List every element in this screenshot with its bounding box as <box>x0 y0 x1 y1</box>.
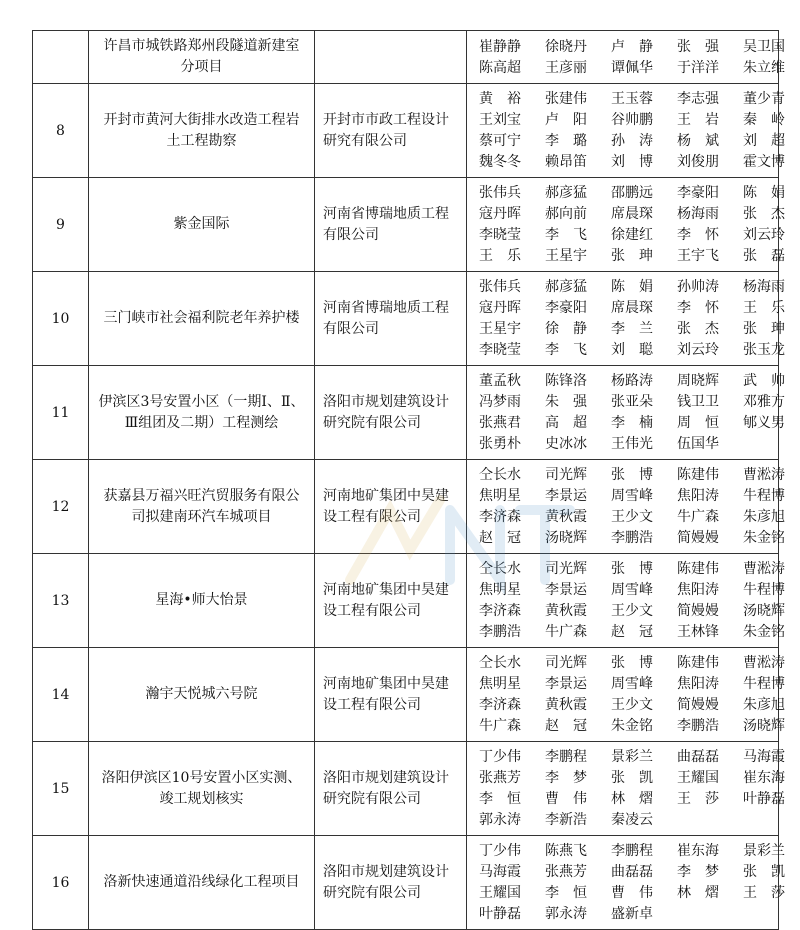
participant-name: 郇义男 <box>743 415 785 431</box>
participant-name: 张 凯 <box>611 770 653 786</box>
participant-name: 李 飞 <box>545 342 587 358</box>
participant-name: 李新浩 <box>545 812 587 828</box>
participant-name: 张勇朴 <box>479 436 521 452</box>
participant-name: 赵 冠 <box>611 624 653 640</box>
project-name: 星海•师大怡景 <box>89 554 315 648</box>
participant-name: 简嫚嫚 <box>677 530 719 546</box>
participant-name: 牛程博 <box>743 582 785 598</box>
participant-name: 李晓莹 <box>479 227 521 243</box>
participant-name: 卢 阳 <box>545 112 587 128</box>
participant-name: 李 怀 <box>677 300 719 316</box>
participant-name: 焦明星 <box>479 582 521 598</box>
participant-name: 王 岩 <box>677 112 719 128</box>
participants-cell <box>467 31 785 84</box>
participant-name: 崔东海 <box>677 843 719 859</box>
participant-name: 叶静磊 <box>479 906 521 922</box>
participant-name: 张 博 <box>611 655 653 671</box>
award-table-body <box>33 31 785 930</box>
participant-name: 陈高超 <box>479 59 521 76</box>
participant-name: 周 恒 <box>677 415 719 431</box>
participant-name: 杨海雨 <box>677 206 719 222</box>
participant-name: 仝长水 <box>479 561 521 577</box>
participant-name: 周雪峰 <box>611 582 653 598</box>
row-number: 9 <box>33 178 89 272</box>
participants-grid <box>479 277 785 361</box>
participant-name: 李豪阳 <box>677 185 719 201</box>
participant-name: 李 梦 <box>545 770 587 786</box>
participant-name: 王 乐 <box>479 248 521 264</box>
participant-name: 王林锋 <box>677 624 719 640</box>
participant-name: 张 强 <box>677 38 719 55</box>
table-row <box>33 742 779 836</box>
participant-name: 王彦丽 <box>545 59 587 76</box>
completing-unit: 洛阳市规划建筑设计研究院有限公司 <box>315 836 467 930</box>
participant-name: 邓雅方 <box>743 394 785 410</box>
participant-name: 周晓辉 <box>677 373 719 389</box>
participant-name: 陈 娟 <box>743 185 785 201</box>
participant-name: 牛程博 <box>743 488 785 504</box>
participant-name: 李鹏浩 <box>677 718 719 734</box>
participant-name: 林 熠 <box>611 791 653 807</box>
completing-unit: 河南地矿集团中昊建设工程有限公司 <box>315 554 467 648</box>
participant-name: 王耀国 <box>479 885 521 901</box>
participants-grid <box>479 653 785 737</box>
participant-name: 李 恒 <box>545 885 587 901</box>
participant-name: 崔静静 <box>479 38 521 55</box>
participant-name: 朱金铭 <box>611 718 653 734</box>
project-name: 洛新快速通道沿线绿化工程项目 <box>89 836 315 930</box>
participant-name: 司光辉 <box>545 561 587 577</box>
participant-name: 赖昂笛 <box>545 154 587 170</box>
participant-name: 张燕君 <box>479 415 521 431</box>
participant-name: 李豪阳 <box>545 300 587 316</box>
completing-unit: 开封市市政工程设计研究有限公司 <box>315 84 467 178</box>
participant-name: 仝长水 <box>479 467 521 483</box>
project-name: 伊滨区3号安置小区（一期Ⅰ、Ⅱ、Ⅲ组团及二期）工程测绘 <box>89 366 315 460</box>
participant-name: 曹 伟 <box>611 885 653 901</box>
participant-name: 李 梦 <box>677 864 719 880</box>
table-row <box>33 84 779 178</box>
participant-name: 郝彦猛 <box>545 185 587 201</box>
participant-name: 汤晓辉 <box>743 718 785 734</box>
project-name: 瀚宇天悦城六号院 <box>89 648 315 742</box>
row-number: 10 <box>33 272 89 366</box>
participant-name: 张燕芳 <box>545 864 587 880</box>
participant-name: 席晨琛 <box>611 206 653 222</box>
participant-name: 郭永涛 <box>479 812 521 828</box>
participant-name: 张 磊 <box>743 248 785 264</box>
participant-name: 丁少伟 <box>479 843 521 859</box>
participant-name: 孙 涛 <box>611 133 653 149</box>
participant-name: 徐建红 <box>611 227 653 243</box>
participant-name: 曹 伟 <box>545 791 587 807</box>
participant-name: 李济森 <box>479 697 521 713</box>
participant-name: 李景运 <box>545 488 587 504</box>
participant-name: 张 珅 <box>743 321 785 337</box>
completing-unit: 河南地矿集团中昊建设工程有限公司 <box>315 460 467 554</box>
participant-name: 王玉蓉 <box>611 91 653 107</box>
participant-name: 张 凯 <box>743 864 785 880</box>
project-name: 获嘉县万福兴旺汽贸服务有限公司拟建南环汽车城项目 <box>89 460 315 554</box>
project-name: 紫金国际 <box>89 178 315 272</box>
participant-name: 李 飞 <box>545 227 587 243</box>
participant-name: 郭永涛 <box>545 906 587 922</box>
participant-name: 仝长水 <box>479 655 521 671</box>
award-table <box>32 30 785 930</box>
participant-name: 李济森 <box>479 509 521 525</box>
participants-grid <box>479 465 785 549</box>
participant-name: 简嫚嫚 <box>677 603 719 619</box>
participant-name: 朱 强 <box>545 394 587 410</box>
participant-name: 王耀国 <box>677 770 719 786</box>
completing-unit: 河南省博瑞地质工程有限公司 <box>315 272 467 366</box>
participant-name: 周雪峰 <box>611 488 653 504</box>
participant-name: 于洋洋 <box>677 59 719 76</box>
participant-name: 王少文 <box>611 603 653 619</box>
participant-name: 牛广森 <box>677 509 719 525</box>
participant-name: 李 兰 <box>611 321 653 337</box>
participants-grid <box>479 559 785 643</box>
participant-name: 张 博 <box>611 467 653 483</box>
row-number <box>33 31 89 84</box>
participant-name: 牛广森 <box>545 624 587 640</box>
participant-name: 李景运 <box>545 676 587 692</box>
participant-name: 张伟兵 <box>479 185 521 201</box>
participants-cell <box>467 84 785 178</box>
participant-name: 曲磊磊 <box>677 749 719 765</box>
participant-name: 马海霞 <box>479 864 521 880</box>
completing-unit: 洛阳市规划建筑设计研究院有限公司 <box>315 742 467 836</box>
participant-name: 郝向前 <box>545 206 587 222</box>
participant-name: 曹淞涛 <box>743 655 785 671</box>
participant-name: 武 帅 <box>743 373 785 389</box>
row-number: 16 <box>33 836 89 930</box>
table-row <box>33 554 779 648</box>
participant-name: 李鹏浩 <box>611 530 653 546</box>
participant-name: 牛程博 <box>743 676 785 692</box>
participants-cell <box>467 742 785 836</box>
participant-name: 刘 博 <box>611 154 653 170</box>
participant-name: 张伟兵 <box>479 279 521 295</box>
row-number: 15 <box>33 742 89 836</box>
participant-name: 丁少伟 <box>479 749 521 765</box>
project-name: 许昌市城铁路郑州段隧道新建室分项目 <box>89 31 315 84</box>
participant-name: 张亚朵 <box>611 394 653 410</box>
participant-name: 景彩兰 <box>611 749 653 765</box>
row-number: 13 <box>33 554 89 648</box>
participant-name: 王少文 <box>611 697 653 713</box>
participants-grid <box>479 747 785 831</box>
participant-name: 刘俊朋 <box>677 154 719 170</box>
participant-name: 焦阳涛 <box>677 488 719 504</box>
participant-name: 李 璐 <box>545 133 587 149</box>
participant-name: 霍文博 <box>743 154 785 170</box>
participant-name: 杨 斌 <box>677 133 719 149</box>
participant-name: 马海霞 <box>743 749 785 765</box>
participant-name: 王 莎 <box>677 791 719 807</box>
participant-name: 董孟秋 <box>479 373 521 389</box>
participant-name: 曹淞涛 <box>743 561 785 577</box>
row-number: 14 <box>33 648 89 742</box>
participant-name: 朱金铭 <box>743 530 785 546</box>
participants-cell <box>467 836 785 930</box>
participant-name: 崔东海 <box>743 770 785 786</box>
participant-name: 蔡可宁 <box>479 133 521 149</box>
participant-name: 李晓莹 <box>479 342 521 358</box>
row-number: 12 <box>33 460 89 554</box>
participant-name: 张建伟 <box>545 91 587 107</box>
participant-name: 叶静磊 <box>743 791 785 807</box>
participants-cell <box>467 648 785 742</box>
participant-name: 陈建伟 <box>677 561 719 577</box>
table-row <box>33 31 779 84</box>
participant-name: 赵 冠 <box>479 530 521 546</box>
participant-name: 杨海雨 <box>743 279 785 295</box>
participants-cell <box>467 178 785 272</box>
participant-name: 陈燕飞 <box>545 843 587 859</box>
participant-name: 李鹏程 <box>611 843 653 859</box>
participant-name: 张 杰 <box>677 321 719 337</box>
participant-name: 汤晓辉 <box>545 530 587 546</box>
participant-name: 张玉龙 <box>743 342 785 358</box>
participant-name: 黄秋霞 <box>545 697 587 713</box>
participant-name: 汤晓辉 <box>743 603 785 619</box>
participant-name: 焦阳涛 <box>677 676 719 692</box>
participant-name: 曹淞涛 <box>743 467 785 483</box>
participant-name: 黄秋霞 <box>545 509 587 525</box>
participant-name: 李 恒 <box>479 791 521 807</box>
row-number: 8 <box>33 84 89 178</box>
participant-name: 邵鹏远 <box>611 185 653 201</box>
participant-name: 王 乐 <box>743 300 785 316</box>
participant-name: 钱卫卫 <box>677 394 719 410</box>
table-row <box>33 460 779 554</box>
participant-name: 卢 静 <box>611 38 653 55</box>
participant-name: 董少青 <box>743 91 785 107</box>
participants-grid <box>479 371 785 455</box>
participants-grid <box>479 841 785 925</box>
participant-name: 简嫚嫚 <box>677 697 719 713</box>
participant-name: 李鹏程 <box>545 749 587 765</box>
participant-name: 徐晓丹 <box>545 38 587 55</box>
participant-name: 冯梦雨 <box>479 394 521 410</box>
participant-name: 郝彦猛 <box>545 279 587 295</box>
participant-name: 张燕芳 <box>479 770 521 786</box>
completing-unit: 洛阳市规划建筑设计研究院有限公司 <box>315 366 467 460</box>
completing-unit: 河南省博瑞地质工程有限公司 <box>315 178 467 272</box>
participant-name: 王宇飞 <box>677 248 719 264</box>
participant-name: 席晨琛 <box>611 300 653 316</box>
row-number: 11 <box>33 366 89 460</box>
participant-name: 李景运 <box>545 582 587 598</box>
participant-name: 刘 聪 <box>611 342 653 358</box>
participants-cell <box>467 272 785 366</box>
participant-name: 周雪峰 <box>611 676 653 692</box>
participant-name: 朱金铭 <box>743 624 785 640</box>
participant-name: 刘 超 <box>743 133 785 149</box>
participant-name: 黄 裕 <box>479 91 521 107</box>
participant-name: 张 杰 <box>743 206 785 222</box>
participant-name: 张 珅 <box>611 248 653 264</box>
participant-name: 林 熠 <box>677 885 719 901</box>
participant-name: 焦阳涛 <box>677 582 719 598</box>
participant-name: 王少文 <box>611 509 653 525</box>
participant-name: 曲磊磊 <box>611 864 653 880</box>
participant-name: 李鹏浩 <box>479 624 521 640</box>
project-name: 开封市黄河大街排水改造工程岩土工程勘察 <box>89 84 315 178</box>
participants-grid <box>479 37 785 79</box>
participant-name: 李 楠 <box>611 415 653 431</box>
participants-cell <box>467 460 785 554</box>
participant-name: 朱彦旭 <box>743 509 785 525</box>
participant-name: 赵 冠 <box>545 718 587 734</box>
participant-name: 王伟光 <box>611 436 653 452</box>
participant-name: 孙帅涛 <box>677 279 719 295</box>
participant-name: 牛广森 <box>479 718 521 734</box>
participant-name: 陈建伟 <box>677 467 719 483</box>
participant-name: 朱立维 <box>743 59 785 76</box>
participant-name: 焦明星 <box>479 676 521 692</box>
participant-name: 陈锋洛 <box>545 373 587 389</box>
participant-name: 黄秋霞 <box>545 603 587 619</box>
participant-name: 司光辉 <box>545 467 587 483</box>
participant-name: 吴卫国 <box>743 38 785 55</box>
participant-name: 焦明星 <box>479 488 521 504</box>
participant-name: 寇丹晖 <box>479 300 521 316</box>
participant-name: 高 超 <box>545 415 587 431</box>
project-name: 洛阳伊滨区10号安置小区实测、竣工规划核实 <box>89 742 315 836</box>
completing-unit <box>315 31 467 84</box>
participant-name: 刘云玲 <box>743 227 785 243</box>
participant-name: 谭佩华 <box>611 59 653 76</box>
table-row <box>33 178 779 272</box>
participant-name: 司光辉 <box>545 655 587 671</box>
participant-name: 李 怀 <box>677 227 719 243</box>
completing-unit: 河南地矿集团中昊建设工程有限公司 <box>315 648 467 742</box>
participant-name: 刘云玲 <box>677 342 719 358</box>
participant-name: 陈 娟 <box>611 279 653 295</box>
participant-name: 陈建伟 <box>677 655 719 671</box>
table-row <box>33 272 779 366</box>
participant-name: 张 博 <box>611 561 653 577</box>
participant-name: 秦 岭 <box>743 112 785 128</box>
participant-name: 伍国华 <box>677 436 719 452</box>
table-row <box>33 836 779 930</box>
participant-name: 朱彦旭 <box>743 697 785 713</box>
participant-name: 杨路涛 <box>611 373 653 389</box>
participant-name: 李济森 <box>479 603 521 619</box>
participant-name: 李志强 <box>677 91 719 107</box>
participant-name: 王 莎 <box>743 885 785 901</box>
participant-name: 史冰冰 <box>545 436 587 452</box>
participant-name: 魏冬冬 <box>479 154 521 170</box>
project-name: 三门峡市社会福利院老年养护楼 <box>89 272 315 366</box>
participants-grid <box>479 89 785 173</box>
participant-name: 王刘宝 <box>479 112 521 128</box>
participant-name: 秦凌云 <box>611 812 653 828</box>
participants-cell <box>467 554 785 648</box>
table-row <box>33 366 779 460</box>
participant-name: 王星宇 <box>545 248 587 264</box>
table-row <box>33 648 779 742</box>
participant-name: 谷帅鹏 <box>611 112 653 128</box>
participants-cell <box>467 366 785 460</box>
participant-name: 盛新卓 <box>611 906 653 922</box>
participant-name: 景彩兰 <box>743 843 785 859</box>
participant-name: 徐 静 <box>545 321 587 337</box>
participant-name: 王星宇 <box>479 321 521 337</box>
participants-grid <box>479 183 785 267</box>
participant-name: 寇丹晖 <box>479 206 521 222</box>
